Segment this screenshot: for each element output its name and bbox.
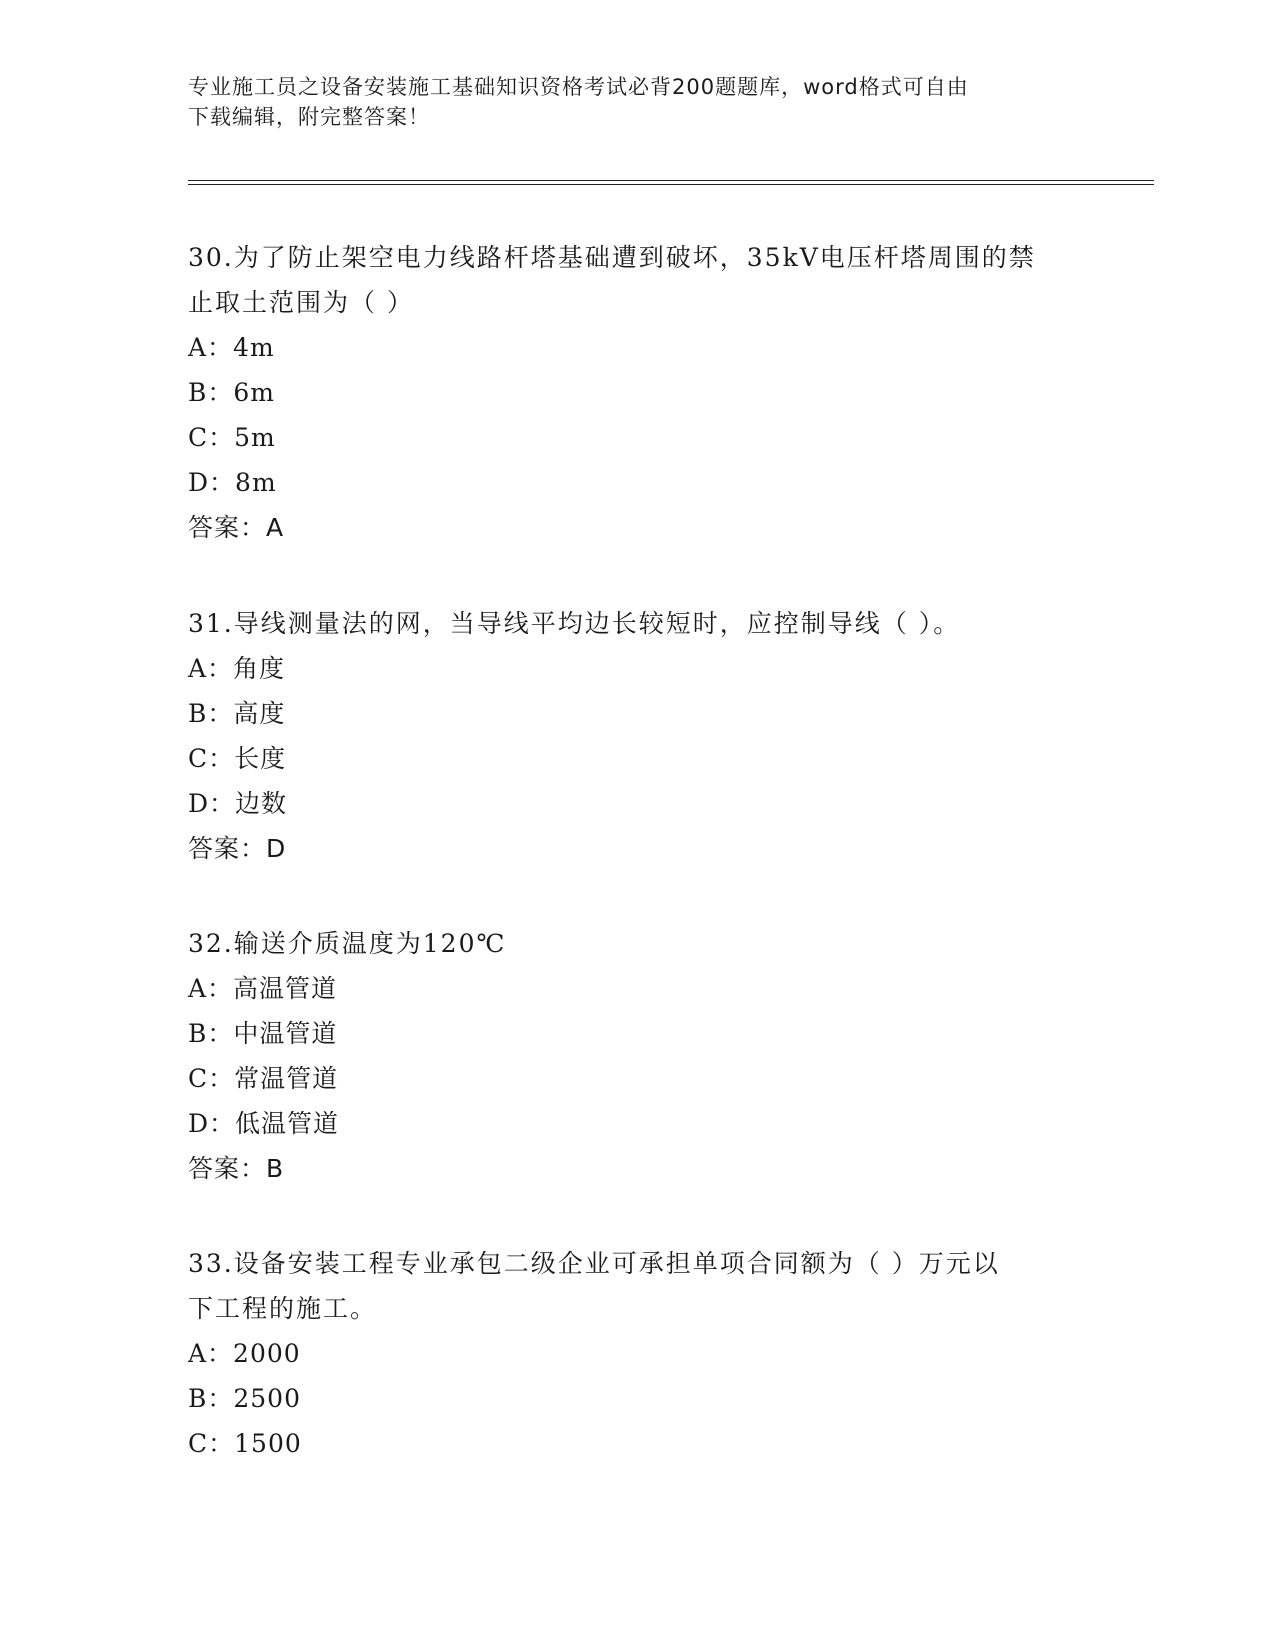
option-c: C：1500	[188, 1429, 302, 1458]
option-d: D：8m	[188, 468, 277, 497]
question-stem: 31.导线测量法的网，当导线平均边长较短时，应控制导线（ ）。	[188, 609, 961, 638]
option-a: A：2000	[188, 1339, 301, 1368]
option-b: B：2500	[188, 1384, 301, 1413]
option-b: B：中温管道	[188, 1019, 338, 1048]
header-divider-bottom	[188, 184, 1154, 185]
header-line-2: 下载编辑，附完整答案！	[188, 105, 430, 129]
question-stem-continued: 止取土范围为（ ）	[188, 288, 414, 317]
option-a: A：4m	[188, 333, 275, 362]
question-stem: 33.设备安装工程专业承包二级企业可承担单项合同额为（ ）万元以	[188, 1249, 1000, 1278]
option-c: C：长度	[188, 744, 287, 773]
option-a: A：高温管道	[188, 974, 338, 1003]
option-b: B：6m	[188, 378, 275, 407]
question-30	[188, 235, 1088, 550]
question-32	[188, 921, 1088, 1191]
question-33	[188, 1241, 1088, 1466]
answer: 答案：B	[188, 1154, 285, 1183]
option-d: D：低温管道	[188, 1109, 340, 1138]
question-31	[188, 601, 1088, 871]
document-header	[188, 72, 1068, 132]
option-c: C：5m	[188, 423, 276, 452]
answer: 答案：A	[188, 513, 285, 542]
question-stem: 30.为了防止架空电力线路杆塔基础遭到破坏，35kV电压杆塔周围的禁	[188, 243, 1036, 272]
option-d: D：边数	[188, 789, 288, 818]
option-c: C：常温管道	[188, 1064, 339, 1093]
header-divider-top	[188, 180, 1154, 181]
answer: 答案：D	[188, 834, 287, 863]
option-a: A：角度	[188, 654, 286, 683]
option-b: B：高度	[188, 699, 286, 728]
question-stem-continued: 下工程的施工。	[188, 1294, 378, 1323]
header-line-1: 专业施工员之设备安装施工基础知识资格考试必背200题题库，word格式可自由	[188, 75, 969, 99]
question-stem: 32.输送介质温度为120℃	[188, 929, 507, 958]
